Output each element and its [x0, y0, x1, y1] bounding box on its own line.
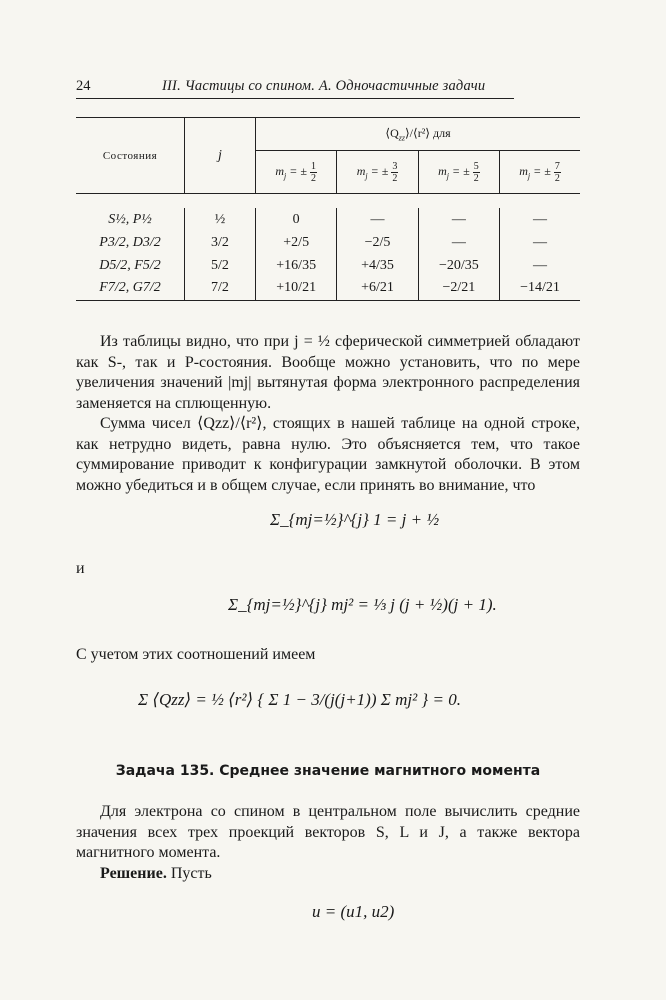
- solution-line: [100, 865, 212, 883]
- paragraph-3: С учетом этих соотношений имеем: [76, 646, 316, 663]
- col-group-header: $⟨Q_{zz}⟩/⟨r^2⟩$ для: [256, 118, 581, 151]
- paragraph-1: Из таблицы видно, что при j = ½ сферической симметрией обладают как S-, так и P-состояния. Вообще можно установить, что по мере увеличения значений |mj| вытянутая форма электронного распределения заменяется на сплющенную.: [76, 333, 580, 412]
- running-head: III. Частицы со спином. А. Одночастичные задачи: [162, 78, 486, 94]
- table-row: F7/2, G7/2 7/2 +10/21 +6/21 −2/21 −14/21: [76, 277, 580, 300]
- and-label: и: [76, 560, 85, 577]
- mj-col-3: $m_j$ = ± $\frac{3}{2}$: [337, 151, 418, 194]
- mj-col-7: $m_j$ = ± $\frac{7}{2}$: [519, 160, 560, 184]
- mj-col-1: $m_j$ = ± $\frac{1}{2}$: [256, 151, 337, 194]
- mj-col-5: $m_j$ = ± $\frac{5}{2}$: [418, 151, 499, 194]
- solution-text: Пусть: [170, 865, 212, 882]
- table-row: D5/2, F5/2 5/2 +16/35 +4/35 −20/35 —: [76, 254, 580, 277]
- paragraph-4: Для электрона со спином в центральном поле вычислить средние значения всех трех проекций векторов S, L и J, а также вектора магнитного момента.: [76, 803, 580, 861]
- solution-label: Решение.: [100, 865, 167, 882]
- problem-title: Задача 135. Среднее значение магнитного момента: [115, 763, 541, 779]
- running-header: [76, 76, 514, 99]
- paragraph-2: Сумма чисел ⟨Qzz⟩/⟨r²⟩, стоящих в нашей таблице на одной строке, как нетрудно видеть, равна нулю. Это объясняется тем, что такое суммирование приводит к конфигурации замкнутой оболочки. В этом можно убедиться и в общем случае, если принять во внимание, что: [76, 415, 580, 494]
- page-number: 24: [76, 78, 91, 94]
- quadrupole-table: [76, 117, 580, 301]
- table-row: S½, P½ ½ 0 — — —: [76, 208, 580, 231]
- equation-sum-mj2: Σ_{mj=½}^{j} mj² = ⅓ j (j + ½)(j + 1).: [228, 595, 497, 614]
- col-header-states: Состояния: [76, 118, 185, 194]
- equation-sum-1: Σ_{mj=½}^{j} 1 = j + ½: [270, 510, 440, 529]
- equation-closed-shell: Σ ⟨Qzz⟩ = ½ ⟨r²⟩ { Σ 1 − 3/(j(j+1)) Σ mj² } = 0.: [138, 690, 461, 709]
- col-header-j: j: [185, 118, 256, 194]
- equation-spinor: u = (u1, u2): [312, 902, 395, 921]
- table-row: P3/2, D3/2 3/2 +2/5 −2/5 — —: [76, 231, 580, 254]
